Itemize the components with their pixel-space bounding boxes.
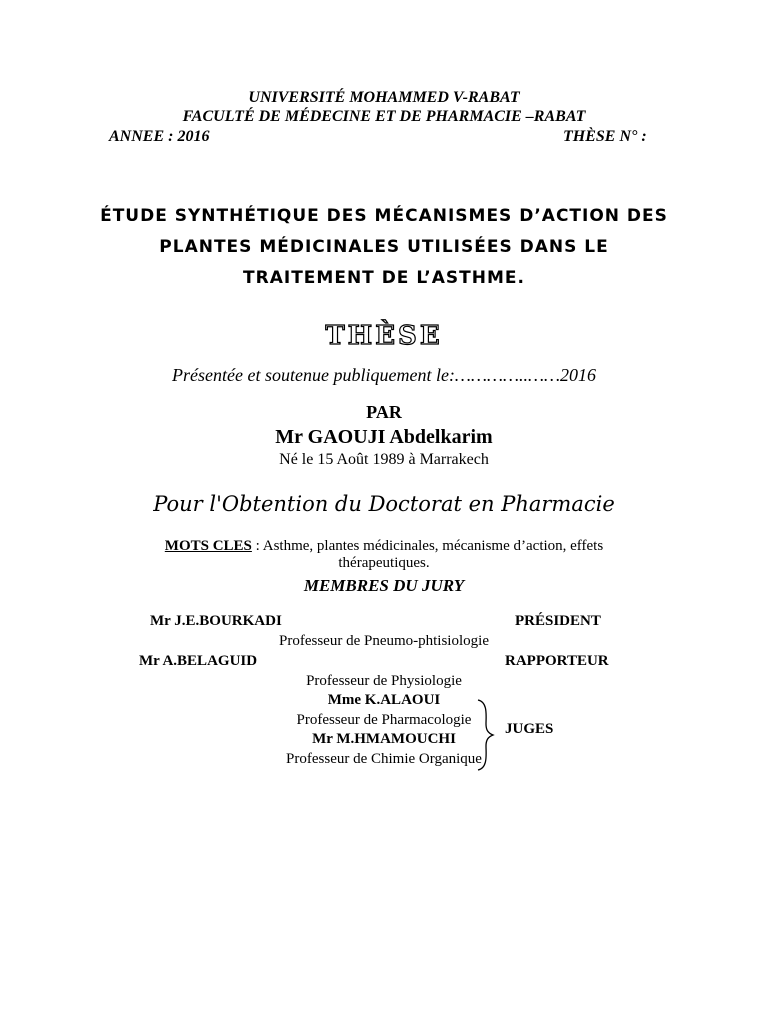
jury-member-name: Mme K.ALAOUI — [327, 692, 441, 708]
faculty-name: FACULTÉ DE MÉDECINE ET DE PHARMACIE –RABAT — [182, 108, 586, 125]
par-label: PAR — [366, 402, 402, 422]
keywords-line-2: thérapeutiques. — [338, 555, 430, 571]
thesis-number-label: THÈSE N° : — [563, 128, 647, 145]
judges-label: JUGES — [505, 721, 554, 737]
jury-member-name: Mr J.E.BOURKADI — [150, 613, 282, 629]
jury-member-title: Professeur de Physiologie — [306, 673, 462, 689]
these-heading: THÈSE — [325, 321, 443, 351]
jury-member-name: Mr A.BELAGUID — [139, 653, 258, 669]
birth-info: Né le 15 Août 1989 à Marrakech — [279, 451, 489, 468]
jury-member-name: Mr M.HMAMOUCHI — [312, 731, 456, 747]
university-name: UNIVERSITÉ MOHAMMED V-RABAT — [248, 89, 520, 106]
year-label: ANNEE : 2016 — [109, 128, 210, 145]
degree-line: Pour l'Obtention du Doctorat en Pharmacie — [153, 492, 615, 516]
keywords-text: : Asthme, plantes médicinales, mécanisme d’action, effets — [251, 538, 604, 554]
jury-member-title: Professeur de Pneumo-phtisiologie — [279, 633, 489, 649]
jury-member-role: PRÉSIDENT — [515, 613, 601, 629]
thesis-title-line-2: PLANTES MÉDICINALES UTILISÉES DANS LE — [159, 237, 609, 257]
presentation-line: Présentée et soutenue publiquement le:…………..……2016 — [172, 365, 596, 385]
jury-member-title: Professeur de Pharmacologie — [296, 712, 472, 728]
thesis-title-line-1: ÉTUDE SYNTHÉTIQUE DES MÉCANISMES D’ACTION DES — [100, 206, 668, 226]
author-name: Mr GAOUJI Abdelkarim — [275, 426, 493, 448]
thesis-title-line-3: TRAITEMENT DE L’ASTHME. — [243, 268, 525, 288]
judges-brace-icon — [474, 698, 504, 772]
jury-member-role: RAPPORTEUR — [505, 653, 609, 669]
jury-member-title: Professeur de Chimie Organique — [286, 751, 482, 767]
keywords-line — [0, 538, 768, 555]
keywords-label: MOTS CLES — [164, 538, 252, 554]
jury-heading: MEMBRES DU JURY — [303, 576, 465, 595]
